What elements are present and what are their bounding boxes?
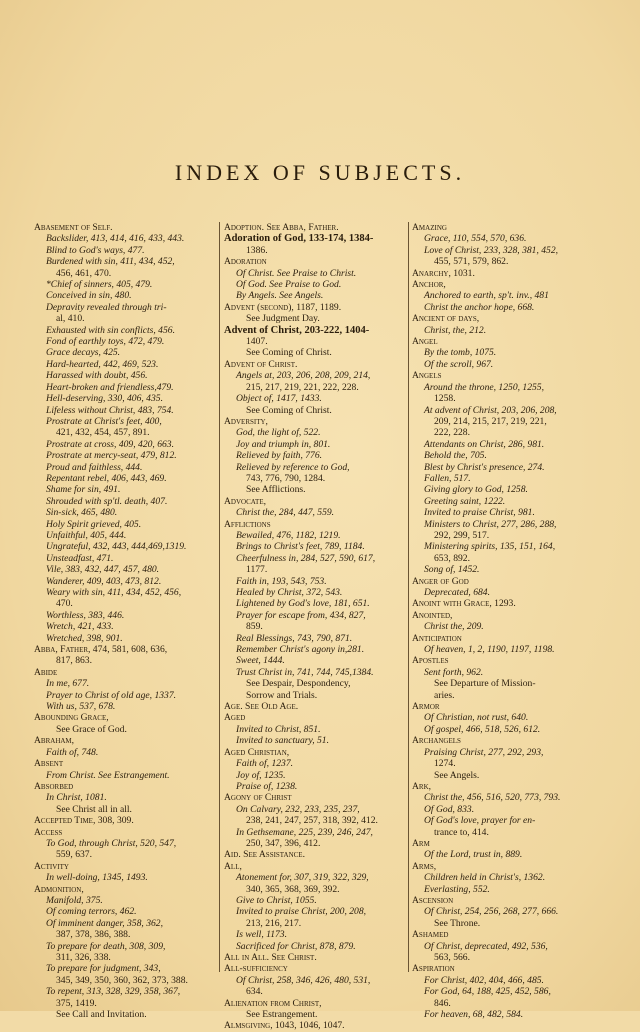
index-entry: Object of, 1417, 1433. <box>236 393 322 405</box>
index-entry: Advent (second), 1187, 1189. <box>224 301 342 313</box>
index-entry: Abasement of Self. <box>34 222 113 233</box>
index-entry: Adversity, <box>224 415 268 427</box>
index-entry: In Gethsemane, 225, 239, 246, 247, <box>236 826 373 838</box>
index-entry: See Departure of Mission- <box>434 678 536 690</box>
index-entry: Aged <box>224 712 246 724</box>
index-entry: Aid. See Assistance. <box>224 849 305 861</box>
index-entry: Admonition, <box>34 883 84 895</box>
index-entry: 238, 241, 247, 257, 318, 392, 412. <box>246 815 378 827</box>
index-entry: Anoint with Grace, 1293. <box>412 598 516 610</box>
index-entry: Archangels <box>412 735 461 747</box>
index-entry: Prostrate at Christ's feet, 400, <box>46 415 162 427</box>
index-entry: Shame for sin, 491. <box>46 484 121 496</box>
index-entry: See Estrangement. <box>246 1009 318 1021</box>
index-entry: Invited to sanctuary, 51. <box>236 735 329 747</box>
index-entry: Trust Christ in, 741, 744, 745,1384. <box>236 666 374 678</box>
index-entry: Abraham, <box>34 735 75 747</box>
index-entry: *Chief of sinners, 405, 479. <box>46 279 153 291</box>
index-entry: Adoration <box>224 256 267 268</box>
index-entry: Angel <box>412 336 438 348</box>
index-entry: Anchored to earth, sp't. inv., 481 <box>424 290 549 302</box>
index-entry: 455, 571, 579, 862. <box>434 256 509 268</box>
index-entry: Age. See Old Age. <box>224 701 299 713</box>
index-entry: God, the light of, 522. <box>236 427 321 439</box>
index-entry: Joy of, 1235. <box>236 769 286 781</box>
index-entry: Exhausted with sin conflicts, 456. <box>46 324 175 336</box>
index-entry: 222, 228. <box>434 427 470 439</box>
index-entry: Of the Lord, trust in, 889. <box>424 849 523 861</box>
index-entry: Joy and triumph in, 801. <box>236 438 331 450</box>
index-entry: In well-doing, 1345, 1493. <box>46 872 148 884</box>
index-entry: See Grace of God. <box>56 723 127 735</box>
index-entry: Christ the, 456, 516, 520, 773, 793. <box>424 792 561 804</box>
index-entry: al, 410. <box>56 313 85 325</box>
index-entry: Giving glory to God, 1258. <box>424 484 528 496</box>
index-entry: Burdened with sin, 411, 434, 452, <box>46 256 175 268</box>
index-entry: See Coming of Christ. <box>246 347 332 359</box>
index-entry: Behold the, 705. <box>424 450 487 462</box>
index-entry: 345, 349, 350, 360, 362, 373, 388. <box>56 974 188 986</box>
index-entry: All-sufficiency <box>224 963 288 975</box>
index-entry: Abounding Grace, <box>34 712 109 724</box>
index-entry: 1274. <box>434 758 456 770</box>
index-entry: Of coming terrors, 462. <box>46 906 137 918</box>
index-entry: Of Christ. See Praise to Christ. <box>236 267 357 279</box>
index-entry: See Judgment Day. <box>246 313 320 325</box>
index-entry: 559, 637. <box>56 849 92 861</box>
index-entry: Adoption. See Abba, Father. <box>224 222 339 233</box>
index-entry: See Throne. <box>434 917 481 929</box>
index-entry: Anointed, <box>412 609 453 621</box>
index-entry: Prayer for escape from, 434, 827, <box>236 609 366 621</box>
index-entry: Adoration of God, 133-174, 1384- <box>224 233 374 245</box>
index-entry: For God, 64, 188, 425, 452, 586, <box>424 986 551 998</box>
index-entry: 634. <box>246 986 263 998</box>
index-entry: Conceived in sin, 480. <box>46 290 132 302</box>
index-entry: See Despair, Despondency, <box>246 678 351 690</box>
index-entry: Weary with sin, 411, 434, 452, 456, <box>46 587 182 598</box>
index-entry: To prepare for death, 308, 309, <box>46 940 166 952</box>
index-entry: Hell-deserving, 330, 406, 435. <box>46 393 163 405</box>
index-entry: Love of Christ, 233, 328, 381, 452, <box>424 244 559 256</box>
index-entry: Absorbed <box>34 780 74 792</box>
index-entry: Fond of earthly toys, 472, 479. <box>46 336 165 348</box>
index-entry: Sacrificed for Christ, 878, 879. <box>236 940 356 952</box>
index-entry: Arms, <box>412 860 437 872</box>
index-entry: Of the scroll, 967. <box>424 358 494 370</box>
index-entry: From Christ. See Estrangement. <box>46 769 170 781</box>
index-entry: Of Christian, not rust, 640. <box>424 712 529 724</box>
index-entry: Arm <box>412 837 430 849</box>
index-entry: Prostrate at cross, 409, 420, 663. <box>46 438 175 450</box>
index-entry: See Afflictions. <box>246 484 306 496</box>
index-entry: 213, 216, 217. <box>246 917 302 929</box>
index-entry: Accepted Time, 308, 309. <box>34 815 134 827</box>
index-entry: Absent <box>34 758 64 770</box>
index-entry: On Calvary, 232, 233, 235, 237, <box>236 803 360 815</box>
index-entry: Backslider, 413, 414, 416, 433, 443. <box>46 233 185 245</box>
index-entry: Harassed with doubt, 456. <box>46 370 148 382</box>
index-entry: See Call and Invitation. <box>56 1009 147 1021</box>
index-entry: Repentant rebel, 406, 443, 469. <box>46 472 167 484</box>
index-entry: All in All. See Christ. <box>224 952 317 963</box>
index-entry: To prepare for judgment, 343, <box>46 963 161 975</box>
index-entry: Unfaithful, 405, 444. <box>46 529 127 541</box>
index-entry: Children held in Christ's, 1362. <box>424 872 546 884</box>
index-entry: Abide <box>34 666 58 678</box>
index-entry: Of Christ, deprecated, 492, 536, <box>424 940 548 952</box>
index-entry: 340, 365, 368, 369, 392. <box>246 883 340 895</box>
index-entry: 743, 776, 790, 1284. <box>246 472 326 484</box>
index-entry: 250, 347, 396, 412. <box>246 837 321 849</box>
index-entry: Heart-broken and friendless,479. <box>46 381 174 393</box>
index-entry: Praising Christ, 277, 292, 293, <box>424 746 544 758</box>
index-entry: Of heaven, 1, 2, 1190, 1197, 1198. <box>424 644 555 656</box>
index-entry: See Coming of Christ. <box>246 404 332 416</box>
index-entry: Real Blessings, 743, 790, 871. <box>236 632 353 644</box>
index-entry: Healed by Christ, 372, 543. <box>236 587 343 598</box>
index-entry: Anarchy, 1031. <box>412 267 475 279</box>
index-entry: trance to, 414. <box>434 826 489 838</box>
index-entry: Wretch, 421, 433. <box>46 621 114 633</box>
index-entry: Almsgiving, 1043, 1046, 1047. <box>224 1020 345 1032</box>
index-entry: For Christ, 402, 404, 466, 485. <box>424 974 544 986</box>
index-entry: All, <box>224 860 242 872</box>
index-entry: 1407. <box>246 336 268 348</box>
index-entry: Everlasting, 552. <box>424 883 490 895</box>
index-entry: Wanderer, 409, 403, 473, 812. <box>46 575 162 587</box>
index-entry: Faith of, 748. <box>46 746 99 758</box>
index-entry: For heaven, 68, 482, 584. <box>424 1009 524 1021</box>
index-entry: Sorrow and Trials. <box>246 689 318 701</box>
index-entry: Anticipation <box>412 632 462 644</box>
index-entry: 1386. <box>246 244 268 256</box>
index-entry: 209, 214, 215, 217, 219, 221, <box>434 415 547 427</box>
index-entry: Angels at, 203, 206, 208, 209, 214, <box>236 370 371 382</box>
index-entry: Christ the, 209. <box>424 621 484 633</box>
index-entry: 292, 299, 517. <box>434 529 490 541</box>
index-entry: Aged Christian, <box>224 746 290 758</box>
index-entry: 846. <box>434 997 451 1009</box>
index-entry: Ancient of days, <box>412 313 480 325</box>
index-entry: Hard-hearted, 442, 469, 523. <box>46 358 159 370</box>
index-entry: Wretched, 398, 901. <box>46 632 123 644</box>
index-entry: 859. <box>246 621 263 633</box>
index-entry: Manifold, 375. <box>46 894 103 906</box>
index-entry: Agony of Christ <box>224 792 292 804</box>
index-entry: To repent, 313, 328, 329, 358, 367, <box>46 986 181 998</box>
index-entry: Faith of, 1237. <box>236 758 294 770</box>
index-entry: Lightened by God's love, 181, 651. <box>236 598 370 610</box>
index-entry: Of God, 833. <box>424 803 475 815</box>
index-entry: Holy Spirit grieved, 405. <box>46 518 142 530</box>
index-entry: Shrouded with sp'tl. death, 407. <box>46 495 168 507</box>
index-entry: See Christ all in all. <box>56 803 132 815</box>
index-entry: Grace, 110, 554, 570, 636. <box>424 233 527 245</box>
index-entry: Advent of Christ, 203-222, 1404- <box>224 324 370 336</box>
index-entry: Grace decays, 425. <box>46 347 121 359</box>
index-entry: Remember Christ's agony in,281. <box>236 644 365 656</box>
index-entry: 375, 1419. <box>56 997 97 1009</box>
index-entry: Praise of, 1238. <box>236 780 298 792</box>
index-entry: 1258. <box>434 393 456 405</box>
index-entry: Afflictions <box>224 518 271 530</box>
index-entry: Of Christ, 258, 346, 426, 480, 531, <box>236 974 371 986</box>
index-entry: With us, 537, 678. <box>46 701 116 713</box>
index-entry: Brings to Christ's feet, 789, 1184. <box>236 541 365 553</box>
index-entry: Ungrateful, 432, 443, 444,469,1319. <box>46 541 187 553</box>
index-entry: 215, 217, 219, 221, 222, 228. <box>246 381 359 393</box>
index-entry: Blest by Christ's presence, 274. <box>424 461 545 473</box>
index-entry: Invited to praise Christ, 981. <box>424 507 535 519</box>
index-entry: See Angels. <box>434 769 480 781</box>
index-entry: At advent of Christ, 203, 206, 208, <box>424 404 557 416</box>
index-entry: Prostrate at mercy-seat, 479, 812. <box>46 450 177 462</box>
index-entry: Alienation from Christ, <box>224 997 322 1009</box>
index-entry: Deprecated, 684. <box>424 587 490 598</box>
index-entry: 817, 863. <box>56 655 92 667</box>
index-entry: 387, 378, 386, 388. <box>56 929 131 941</box>
index-entry: Song of, 1452. <box>424 564 480 576</box>
index-entry: 653, 892. <box>434 552 470 564</box>
index-entry: Of imminent danger, 358, 362, <box>46 917 163 929</box>
index-entry: Amazing <box>412 222 447 233</box>
column-divider-2 <box>408 222 409 972</box>
index-entry: Greeting saint, 1222. <box>424 495 506 507</box>
index-entry: Ministers to Christ, 277, 286, 288, <box>424 518 557 530</box>
index-entry: Ashamed <box>412 929 449 941</box>
index-entry: 1177. <box>246 564 268 576</box>
index-entry: Ark, <box>412 780 432 792</box>
index-entry: Advent of Christ. <box>224 358 298 370</box>
index-entry: Sweet, 1444. <box>236 655 285 667</box>
index-entry: Blind to God's ways, 477. <box>46 244 145 256</box>
index-entry: Armor <box>412 701 440 713</box>
index-entry: 456, 461, 470. <box>56 267 112 279</box>
index-entry: Attendants on Christ, 286, 981. <box>424 438 545 450</box>
index-entry: To God, through Christ, 520, 547, <box>46 837 177 849</box>
index-entry: Worthless, 383, 446. <box>46 609 125 621</box>
index-entry: Of God's love, prayer for en- <box>424 815 536 827</box>
index-entry: Sent forth, 962. <box>424 666 484 678</box>
index-entry: Prayer to Christ of old age, 1337. <box>46 689 177 701</box>
index-entry: Ascension <box>412 894 454 906</box>
index-entry: Of God. See Praise to God. <box>236 279 342 291</box>
index-entry: Around the throne, 1250, 1255, <box>424 381 545 393</box>
index-entry: Faith in, 193, 543, 753. <box>236 575 327 587</box>
index-entry: Atonement for, 307, 319, 322, 329, <box>236 872 369 884</box>
index-entry: Invited to Christ, 851. <box>236 723 321 735</box>
index-entry: Depravity revealed through tri- <box>46 301 167 313</box>
index-entry: Anger of God <box>412 575 469 587</box>
index-entry: Lifeless without Christ, 483, 754. <box>46 404 174 416</box>
index-entry: Vile, 383, 432, 447, 457, 480. <box>46 564 160 576</box>
index-entry: Relieved by faith, 776. <box>236 450 323 462</box>
index-entry: Advocate, <box>224 495 266 507</box>
index-entry: Angels <box>412 370 442 382</box>
index-entry: Activity <box>34 860 69 872</box>
index-entry: Access <box>34 826 63 838</box>
index-entry: Abba, Father, 474, 581, 608, 636, <box>34 644 168 656</box>
index-column-3 <box>412 222 592 1020</box>
page-title: INDEX OF SUBJECTS. <box>174 160 466 185</box>
index-entry: By Angels. See Angels. <box>236 290 324 302</box>
index-entry: Aspiration <box>412 963 455 975</box>
index-entry: Anchor, <box>412 279 446 291</box>
index-entry: Relieved by reference to God, <box>236 461 350 473</box>
index-entry: Unsteadfast, 471. <box>46 552 114 564</box>
index-entry: Christ the, 284, 447, 559. <box>236 507 335 519</box>
index-entry: Ministering spirits, 135, 151, 164, <box>424 541 556 553</box>
index-column-2 <box>224 222 407 1032</box>
index-entry: Fallen, 517. <box>424 472 471 484</box>
index-entry: Of gospel, 466, 518, 526, 612. <box>424 723 541 735</box>
index-entry: Apostles <box>412 655 449 667</box>
index-column-1 <box>34 222 214 1020</box>
index-entry: By the tomb, 1075. <box>424 347 497 359</box>
index-entry: Of Christ, 254, 256, 268, 277, 666. <box>424 906 559 918</box>
index-entry: Christ the anchor hope, 668. <box>424 301 535 313</box>
index-entry: Invited to praise Christ, 200, 208, <box>236 906 367 918</box>
index-entry: 311, 326, 338. <box>56 952 111 963</box>
index-entry: 563, 566. <box>434 952 470 963</box>
index-entry: Is well, 1173. <box>236 929 287 941</box>
index-entry: aries. <box>434 689 455 701</box>
index-entry: Christ, the, 212. <box>424 324 487 336</box>
column-divider-1 <box>219 222 220 972</box>
index-entry: In me, 677. <box>46 678 90 690</box>
index-entry: In Christ, 1081. <box>46 792 107 804</box>
index-entry: Bewailed, 476, 1182, 1219. <box>236 529 341 541</box>
index-entry: 421, 432, 454, 457, 891. <box>56 427 150 439</box>
index-entry: Give to Christ, 1055. <box>236 894 317 906</box>
index-entry: Sin-sick, 465, 480. <box>46 507 118 519</box>
index-entry: Proud and faithless, 444. <box>46 461 143 473</box>
index-entry: Cheerfulness in, 284, 527, 590, 617, <box>236 552 376 564</box>
index-entry: 470. <box>56 598 73 610</box>
